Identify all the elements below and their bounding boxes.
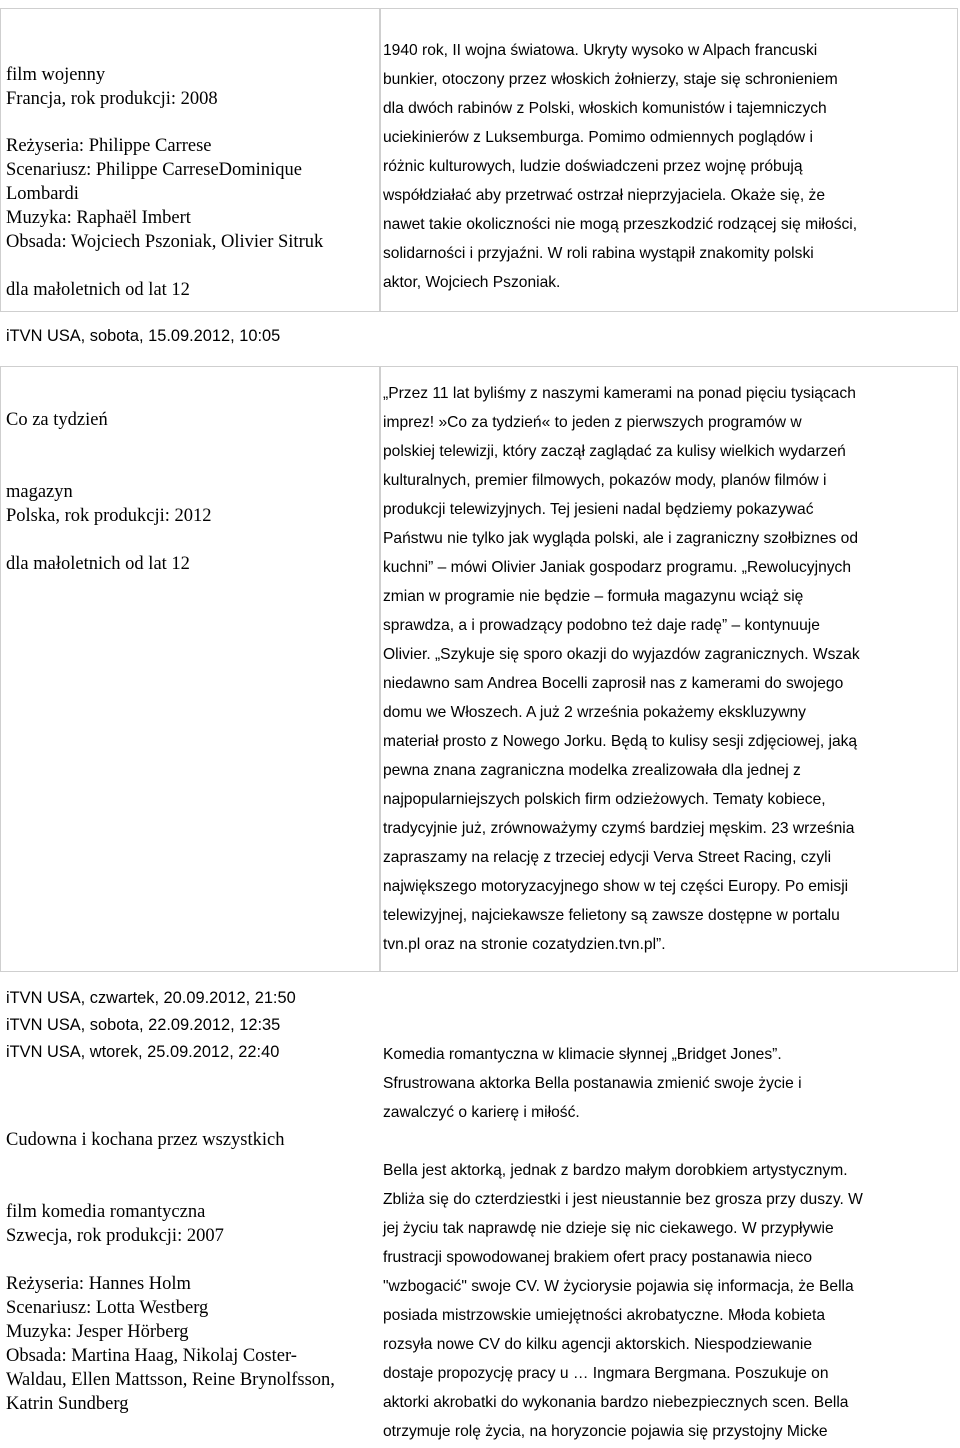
description-line: najpopularniejszych polskich firm odzieżowych. Tematy kobiece, [383,791,826,808]
schedule-entry: iTVN USA, wtorek, 25.09.2012, 22:40 [6,1043,280,1061]
description-line: „Przez 11 lat byliśmy z naszymi kamerami na ponad pięciu tysiącach [383,385,856,402]
cast-cont: Waldau, Ellen Mattsson, Reine Brynolfsson, [6,1370,335,1390]
program1-info [6,63,218,111]
intro-line: Sfrustrowana aktorka Bella postanawia zmienić swoje życie i [383,1075,802,1092]
country-year: Francja, rok produkcji: 2008 [6,89,218,109]
description-line: aktorki akrobatki do wykonania bardzo niebezpiecznych scen. Bella [383,1394,849,1411]
program2-rating: dla małoletnich od lat 12 [6,554,190,574]
description-line: zapraszamy na relację z trzeciej edycji Verva Street Racing, czyli [383,849,832,866]
description-line: Państwu nie tylko jak wygląda polski, ale i zagraniczny szołbiznes od [383,530,858,547]
genre: film wojenny [6,65,106,85]
program2-left-box [0,366,380,972]
description-line: największego motoryzacyjnego show w tej części Europy. Po emisji [383,878,849,895]
schedule-entry: iTVN USA, czwartek, 20.09.2012, 21:50 [6,989,296,1007]
description-line: uciekinierów z Luksemburga. Pomimo odmiennych poglądów i [383,129,813,146]
description-line: tradycyjnie już, zrównoważymy czymś bardziej męskim. 23 września [383,820,855,837]
intro-line: zawalczyć o karierę i miłość. [383,1104,580,1121]
music: Muzyka: Raphaël Imbert [6,208,191,228]
description-line: nawet takie okoliczności nie mogą przeszkodzić rodzącej się miłości, [383,216,858,233]
program1-credits [6,134,323,254]
description-line: dostaje propozycję pracy u … Ingmara Bergmana. Poszukuje on [383,1365,829,1382]
schedule-entry: iTVN USA, sobota, 22.09.2012, 12:35 [6,1016,281,1034]
description-line: aktor, Wojciech Pszoniak. [383,274,561,291]
description-line: "wzbogacić" swoje CV. W życiorysie pojawia się informacja, że Bella [383,1278,854,1295]
description-line: kuchni” – mówi Olivier Janiak gospodarz programu. „Rewolucyjnych [383,559,852,576]
description-line: dla dwóch rabinów z Polski, włoskich komunistów i tajemniczych [383,100,827,117]
screenwriter-cont: Lombardi [6,184,79,204]
description-line: frustracji spowodowanej brakiem ofert pracy postanawia nieco [383,1249,813,1266]
program2-info [6,480,212,528]
description-line: zmian w programie nie będzie – formuła magazynu wciąż się [383,588,804,605]
description-line: różnic kulturowych, ludzie doświadczeni przez wojnę próbują [383,158,803,175]
schedule-entry: iTVN USA, sobota, 15.09.2012, 10:05 [6,327,281,345]
screenwriter: Scenariusz: Philippe CarreseDominique [6,160,302,180]
description-line: rozsyła nowe CV do kilku agencji aktorskich. Niespodziewanie [383,1336,813,1353]
cast: Obsada: Martina Haag, Nikolaj Coster- [6,1346,297,1366]
country-year: Polska, rok produkcji: 2012 [6,506,212,526]
cast-cont: Katrin Sundberg [6,1394,129,1414]
description-line: jej życiu tak naprawdę nie dzieje się nic ciekawego. W przypływie [383,1220,834,1237]
program2-title: Co za tydzień [6,410,108,430]
description-line: niedawno sam Andrea Bocelli zaprosił nas z kamerami do swojego [383,675,844,692]
description-line: telewizyjnej, najciekawsze felietony są zawsze dostępne w portalu [383,907,840,924]
program1-description [383,36,857,297]
cast: Obsada: Wojciech Pszoniak, Olivier Sitruk [6,232,324,252]
program3-info [6,1200,224,1248]
screenwriter: Scenariusz: Lotta Westberg [6,1298,209,1318]
description-line: imprez! »Co za tydzień« to jeden z pierwszych programów w [383,414,802,431]
country-year: Szwecja, rok produkcji: 2007 [6,1226,224,1246]
description-line: materiał prosto z Nowego Jorku. Będą to kulisy sesji zdjęciowej, jaką [383,733,858,750]
program3-description [383,1156,863,1446]
intro-line: Komedia romantyczna w klimacie słynnej „Bridget Jones”. [383,1046,782,1063]
description-line: Olivier. „Szykuje się sporo okazji do wyjazdów zagranicznych. Wszak [383,646,860,663]
description-line: tvn.pl oraz na stronie cozatydzien.tvn.pl”. [383,936,666,953]
description-line: Zbliża się do czterdziestki i jest nieustannie bez grosza przy duszy. W [383,1191,863,1208]
description-line: posiada mistrzowskie umiejętności akrobatyczne. Młoda kobieta [383,1307,826,1324]
description-line: solidarności i przyjaźni. W roli rabina wystąpił znakomity polski [383,245,814,262]
description-line: polskiej telewizji, który zaczął zaglądać za kulisy wielkich wydarzeń [383,443,846,460]
description-line: sprawdza, a i prowadzący podobno też daje radę” – kontynuuje [383,617,820,634]
description-line: Bella jest aktorką, jednak z bardzo małym dorobkiem artystycznym. [383,1162,848,1179]
genre: magazyn [6,482,73,502]
description-line: domu we Włoszech. A już 2 września pokażemy ekskluzywny [383,704,806,721]
music: Muzyka: Jesper Hörberg [6,1322,189,1342]
description-line: współdziałać aby przetrwać ostrzał nieprzyjaciela. Okaże się, że [383,187,826,204]
program2-schedule [6,985,296,1066]
description-line: bunkier, otoczony przez włoskich żołnierzy, staje się schronieniem [383,71,838,88]
program1-rating: dla małoletnich od lat 12 [6,280,190,300]
description-line: produkcji telewizyjnych. Tej jesieni nadal będziemy pokazywać [383,501,814,518]
program3-credits [6,1272,335,1416]
director: Reżyseria: Hannes Holm [6,1274,191,1294]
program3-title: Cudowna i kochana przez wszystkich [6,1130,285,1150]
program2-description [383,379,860,959]
description-line: kulturalnych, premier filmowych, pokazów mody, planów filmów i [383,472,827,489]
program1-schedule [6,323,280,350]
description-line: pewna znana zagraniczna modelka zrealizowała dla jednej z [383,762,801,779]
program3-intro [383,1040,802,1127]
director: Reżyseria: Philippe Carrese [6,136,212,156]
description-line: 1940 rok, II wojna światowa. Ukryty wysoko w Alpach francuski [383,42,818,59]
description-line: otrzymuje rolę życia, na horyzoncie pojawia się przystojny Micke [383,1423,828,1440]
genre: film komedia romantyczna [6,1202,206,1222]
